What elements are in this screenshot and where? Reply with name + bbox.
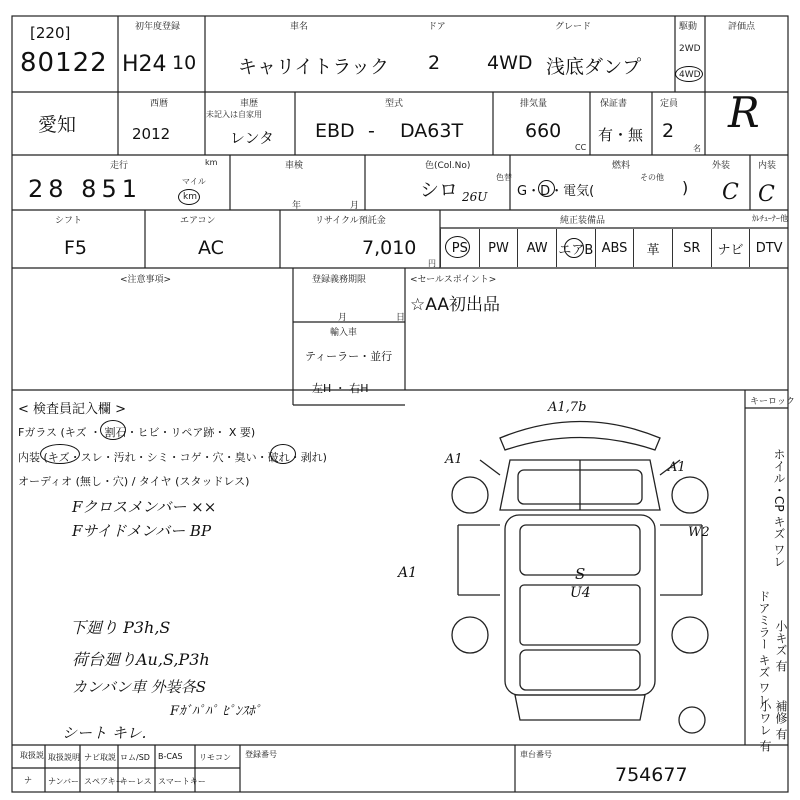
diagram-note-front-right: A1 <box>668 460 686 475</box>
side-note-crack: 小ワレ 有 <box>758 700 772 752</box>
oem-label: ｶﾚﾁｭｰﾅｰ他 <box>752 214 788 223</box>
equipment-item: PS <box>440 229 479 267</box>
handwritten-note-5: カンバン車 外装各S <box>72 678 206 696</box>
recycle-unit: 円 <box>428 259 436 268</box>
exterior: C <box>722 180 739 205</box>
model-label: 型式 <box>385 99 404 109</box>
import-label: 輸入車 <box>330 328 358 338</box>
notes-label: <注意事項> <box>120 275 172 285</box>
bottom-label: スペアキー <box>84 777 124 786</box>
recycle-label: リサイクル預託金 <box>315 216 386 226</box>
interior-circle-mark-2 <box>270 444 296 464</box>
interior-circle-mark-1 <box>40 444 80 464</box>
recycle: 7,010 <box>362 237 417 259</box>
cc-label: 排気量 <box>520 99 548 109</box>
mileage-unit-km: km <box>183 192 197 202</box>
bottom-label: ナンバー <box>48 777 80 786</box>
mileage-note: km <box>205 158 218 167</box>
inspector-title: < 検査員記入欄 > <box>18 402 127 417</box>
car-name-label: 車名 <box>290 22 309 32</box>
air-b-circle-mark <box>564 238 584 258</box>
score-label: 評価点 <box>728 22 756 32</box>
handwritten-note-7: シート キレ. <box>62 724 147 742</box>
km-circle-mark <box>178 189 200 205</box>
diagram-note-left-side: A1 <box>398 565 418 581</box>
cc: 660 <box>525 120 562 142</box>
bottom-label: ナビ取説 <box>84 753 116 762</box>
bottom-label: リモコン <box>199 753 231 762</box>
diagram-note-front-left: A1 <box>445 452 463 467</box>
sales-point: ☆AA初出品 <box>410 295 500 315</box>
inspection-label: 車検 <box>285 161 304 171</box>
color-label: 色(Col.No) <box>425 161 471 171</box>
interior-label: 内装 <box>758 161 777 171</box>
history: レンタ <box>230 129 275 147</box>
plate-label: 登録番号 <box>245 750 277 759</box>
interior: C <box>758 182 775 207</box>
capacity-label: 定員 <box>660 99 679 109</box>
fuel-close: ) <box>682 178 689 197</box>
vin: 754677 <box>615 764 688 786</box>
car-name: キャリイトラック <box>238 56 390 78</box>
sales-label: <セールスポイント> <box>410 275 497 285</box>
fuel: G・D・電気( <box>517 184 595 199</box>
fglass-circle-mark <box>100 420 126 440</box>
diagram-note-roof-1: S <box>575 565 586 583</box>
bottom-label: ロム/SD <box>120 753 150 762</box>
grade: 浅底ダンプ <box>546 56 642 78</box>
diagram-note-front: A1,7b <box>548 400 587 415</box>
mileage-unit-mile: マイル <box>182 177 206 186</box>
side-note-mirror: ドアミラー キズ ワレ <box>757 590 771 706</box>
bottom-label: B-CAS <box>158 752 183 761</box>
inspection-month: 月 <box>350 201 360 211</box>
cargo-day: 日 <box>396 313 406 323</box>
year-label: 西暦 <box>150 99 169 109</box>
handwritten-note-2: Fサイドメンバー BP <box>72 522 212 540</box>
model-dash: - <box>368 120 375 142</box>
door-label: ドア <box>428 22 446 32</box>
handle: 左H ・ 右H <box>312 382 369 395</box>
color-no: 26U <box>462 190 488 204</box>
handwritten-note-3: 下廻り P3h,S <box>70 618 171 637</box>
bottom-label: キーレス <box>120 777 152 786</box>
keylock-label: キーロック <box>750 397 795 407</box>
bottom-left-label-1: 取扱説 <box>20 751 44 760</box>
side-note-scratch: 小キズ 有 <box>774 620 788 672</box>
ps-circle-mark <box>445 236 470 258</box>
color: シロ <box>420 179 459 201</box>
side-note-wheel: ホイル・CP キズ ワレ <box>772 448 786 568</box>
equipment-item: AW <box>517 229 556 267</box>
inspector-line-audio: オーディオ (無し・穴) / タイヤ (スタッドレス) <box>18 475 250 488</box>
mileage: 28 851 <box>28 175 142 203</box>
score: R <box>728 88 760 137</box>
grade-drive: 4WD <box>487 52 533 74</box>
warranty-label: 保証書 <box>600 99 628 109</box>
drive-opt-4wd: 4WD <box>679 70 701 80</box>
ac-label: エアコン <box>180 216 216 226</box>
handwritten-note-4: 荷台廻りAu,S,P3h <box>72 650 210 669</box>
equip-label: 純正装備品 <box>560 216 606 226</box>
cc-unit: CC <box>575 143 587 152</box>
inspector-line-fglass: Fガラス (キズ ・ 割石・ヒビ・リペア跡・ X 要) <box>18 426 256 439</box>
year: 2012 <box>132 125 171 143</box>
grade-label: グレード <box>555 22 592 32</box>
handwritten-note-6: Fｶﾞﾊﾟﾊﾟ ﾋﾟﾝｽﾎﾟ <box>170 704 262 719</box>
cargo-month: 月 <box>338 313 348 323</box>
equipment-item: 革 <box>633 229 672 267</box>
equipment-item: SR <box>672 229 711 267</box>
diagram-note-roof-2: U4 <box>570 585 591 601</box>
cargo-label: 登録義務期限 <box>312 275 367 285</box>
first-reg-era: H24 <box>122 52 167 77</box>
exterior-label: 外装 <box>712 161 731 171</box>
inspection-year: 年 <box>292 201 302 211</box>
region: 愛知 <box>38 114 77 136</box>
fuel-other: その他 <box>640 173 664 182</box>
vin-label: 車台番号 <box>520 750 552 759</box>
handwritten-note-1: Fクロスメンバー ×× <box>72 498 217 516</box>
equipment-item: ナビ <box>711 229 750 267</box>
equipment-item: エアB <box>556 229 595 267</box>
history-label: 車歴 <box>240 99 259 109</box>
drive-opt-2wd: 2WD <box>679 44 701 54</box>
dealer: ティーラー・並行 <box>305 350 393 363</box>
shift: F5 <box>64 237 88 259</box>
lot-bracket: [220] <box>30 24 71 42</box>
fuel-circle-mark <box>538 180 555 197</box>
model: DA63T <box>400 120 464 142</box>
equipment-item: PW <box>479 229 518 267</box>
model-prefix: EBD <box>315 120 355 142</box>
fuel-label: 燃料 <box>612 161 631 171</box>
capacity: 2 <box>662 120 675 142</box>
mileage-label: 走行 <box>110 161 129 171</box>
ac: AC <box>198 237 224 259</box>
bottom-label: 取扱説明 <box>48 753 80 762</box>
doors: 2 <box>428 52 441 74</box>
equipment-item: DTV <box>749 229 788 267</box>
color-change: 色替 <box>496 173 512 182</box>
bottom-left-label-2: ナ <box>24 776 32 785</box>
bottom-label: スマートキー <box>158 777 206 786</box>
diagram-note-right-side: W2 <box>688 525 710 540</box>
drive-label: 駆動 <box>679 22 698 32</box>
first-reg-month: 10 <box>172 52 197 74</box>
shift-label: シフト <box>55 216 83 226</box>
equipment-item: ABS <box>595 229 634 267</box>
first-reg-label: 初年度登録 <box>135 22 181 32</box>
side-note-repair: 補修 有 <box>774 700 788 740</box>
warranty: 有・無 <box>598 126 644 144</box>
history-note: 未記入は自家用 <box>206 110 262 119</box>
drive-circle-mark <box>675 66 703 82</box>
capacity-unit: 名 <box>693 144 701 153</box>
lot-number: 80122 <box>20 48 108 78</box>
inspector-line-interior: 内装 (キズ・スレ・汚れ・シミ・コゲ・穴・臭い・破れ・剥れ) <box>18 451 327 464</box>
